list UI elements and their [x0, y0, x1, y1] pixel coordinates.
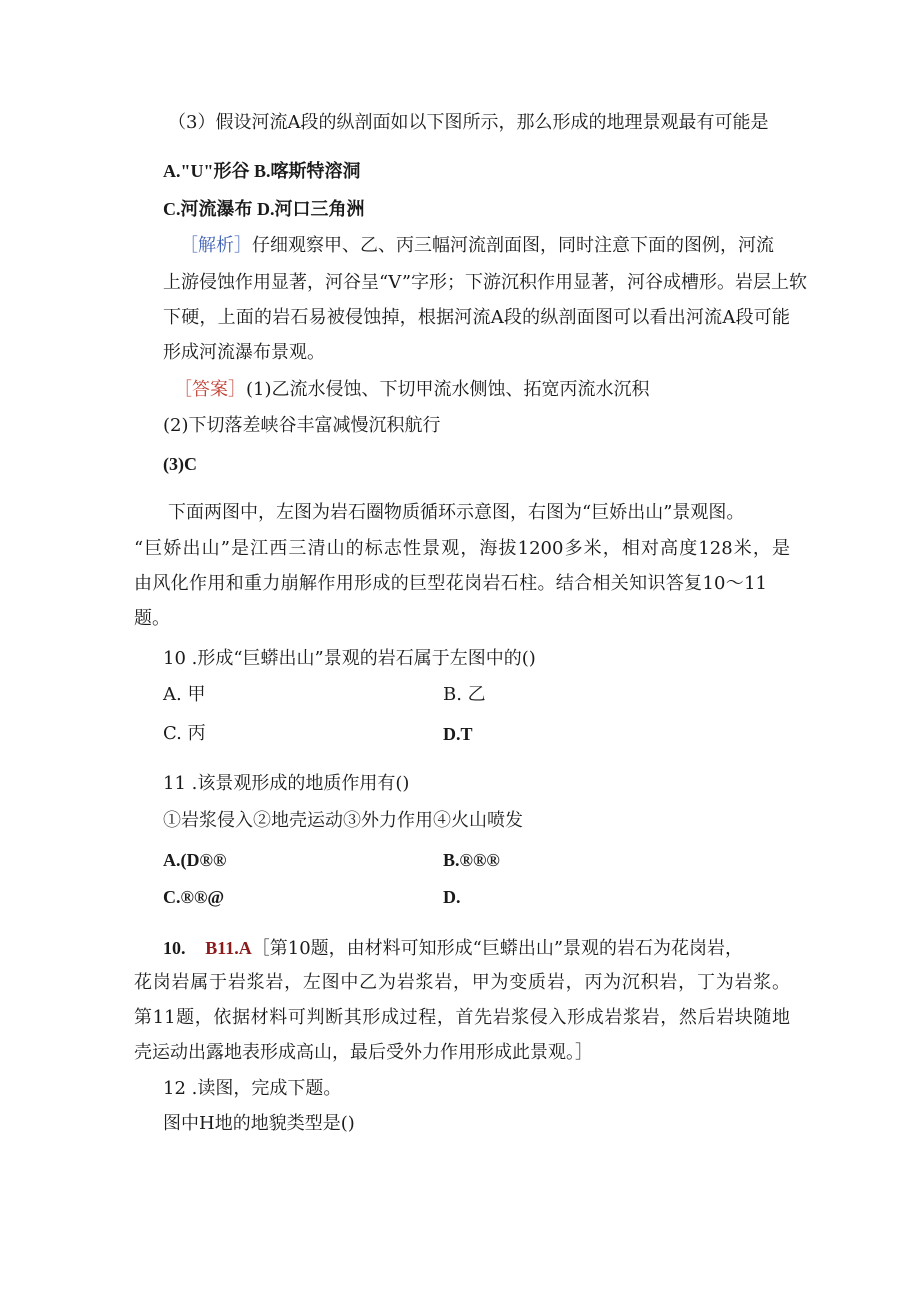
solution-line-3: 第11题，依据材料可判断其形成过程，首先岩浆侵入形成岩浆岩，然后岩块随地 [134, 1007, 790, 1028]
analysis-tag: ［解析］ [180, 235, 252, 256]
q11-option-a: A.(D®® [163, 850, 227, 870]
q12-stem: 12 .读图，完成下题。 [163, 1078, 342, 1099]
answer-tag: ［答案］ [174, 379, 246, 400]
intro-line-2: “巨娇出山”是江西三清山的标志性景观，海拔1200多米，相对高度128米，是 [134, 538, 790, 559]
solution-number: 10. [163, 938, 186, 958]
q10-option-a: A. 甲 [163, 684, 206, 705]
q3-option-row-1 [163, 158, 361, 184]
answer-line-3: (3)C [163, 454, 197, 474]
q11-option-b: B.®®® [443, 850, 500, 870]
q11-option-c: C.®®@ [163, 887, 225, 907]
q3-option-row-2 [163, 196, 365, 222]
intro-line-4: 题。 [134, 608, 170, 629]
analysis-line-4: 形成河流瀑布景观。 [163, 342, 325, 363]
q3-option-c: C.河流瀑布 [163, 199, 253, 219]
q11-option-d: D. [443, 887, 461, 907]
q12-sub: 图中H地的地貌类型是() [163, 1113, 355, 1134]
q10-option-c: C. 丙 [163, 723, 206, 744]
solution-line-1: 10. B11.A［第10题，由材料可知形成“巨蟒出山”景观的岩石为花岗岩， [163, 938, 744, 959]
intro-line-3: 由风化作用和重力崩解作用形成的巨型花岗岩石柱。结合相关知识答复10～11 [134, 573, 767, 594]
solution-line-4: 壳运动出露地表形成高山，最后受外力作用形成此景观。］ [134, 1042, 593, 1063]
solution-line-2: 花岗岩属于岩浆岩，左图中乙为岩浆岩，甲为变质岩，丙为沉积岩，丁为岩浆。 [134, 972, 790, 993]
q3-option-d: D.河口三角洲 [257, 199, 365, 219]
q3-stem: （3）假设河流A段的纵剖面如以下图所示，那么形成的地理景观最有可能是 [168, 112, 769, 133]
q3-option-b: B.喀斯特溶洞 [253, 161, 361, 181]
q11-stem: 11 .该景观形成的地质作用有() [163, 773, 410, 794]
answer-line-1: ［答案］(1)乙流水侵蚀、下切甲流水侧蚀、拓宽丙流水沉积 [174, 379, 650, 400]
analysis-line-1: ［解析］仔细观察甲、乙、丙三幅河流剖面图，同时注意下面的图例，河流 [180, 235, 774, 256]
q11-items: ①岩浆侵入②地壳运动③外力作用④火山喷发 [163, 810, 523, 831]
solution-answer: B11.A [205, 938, 252, 958]
analysis-line-3: 下硬，上面的岩石易被侵蚀掉，根据河流A段的纵剖面图可以看出河流A段可能 [163, 307, 790, 328]
q10-option-b: B. 乙 [443, 684, 486, 705]
q10-stem: 10 .形成“巨蟒出山”景观的岩石属于左图中的() [163, 648, 536, 669]
q3-option-a: A."U"形谷 [163, 161, 250, 181]
answer-line-2: (2)下切落差峡谷丰富减慢沉积航行 [163, 415, 441, 436]
q10-option-d: D.T [443, 724, 473, 744]
intro-line-1: 下面两图中，左图为岩石圈物质循环示意图，右图为“巨娇出山”景观图。 [168, 502, 745, 523]
analysis-line-2: 上游侵蚀作用显著，河谷呈“V”字形；下游沉积作用显著，河谷成槽形。岩层上软 [163, 272, 808, 293]
